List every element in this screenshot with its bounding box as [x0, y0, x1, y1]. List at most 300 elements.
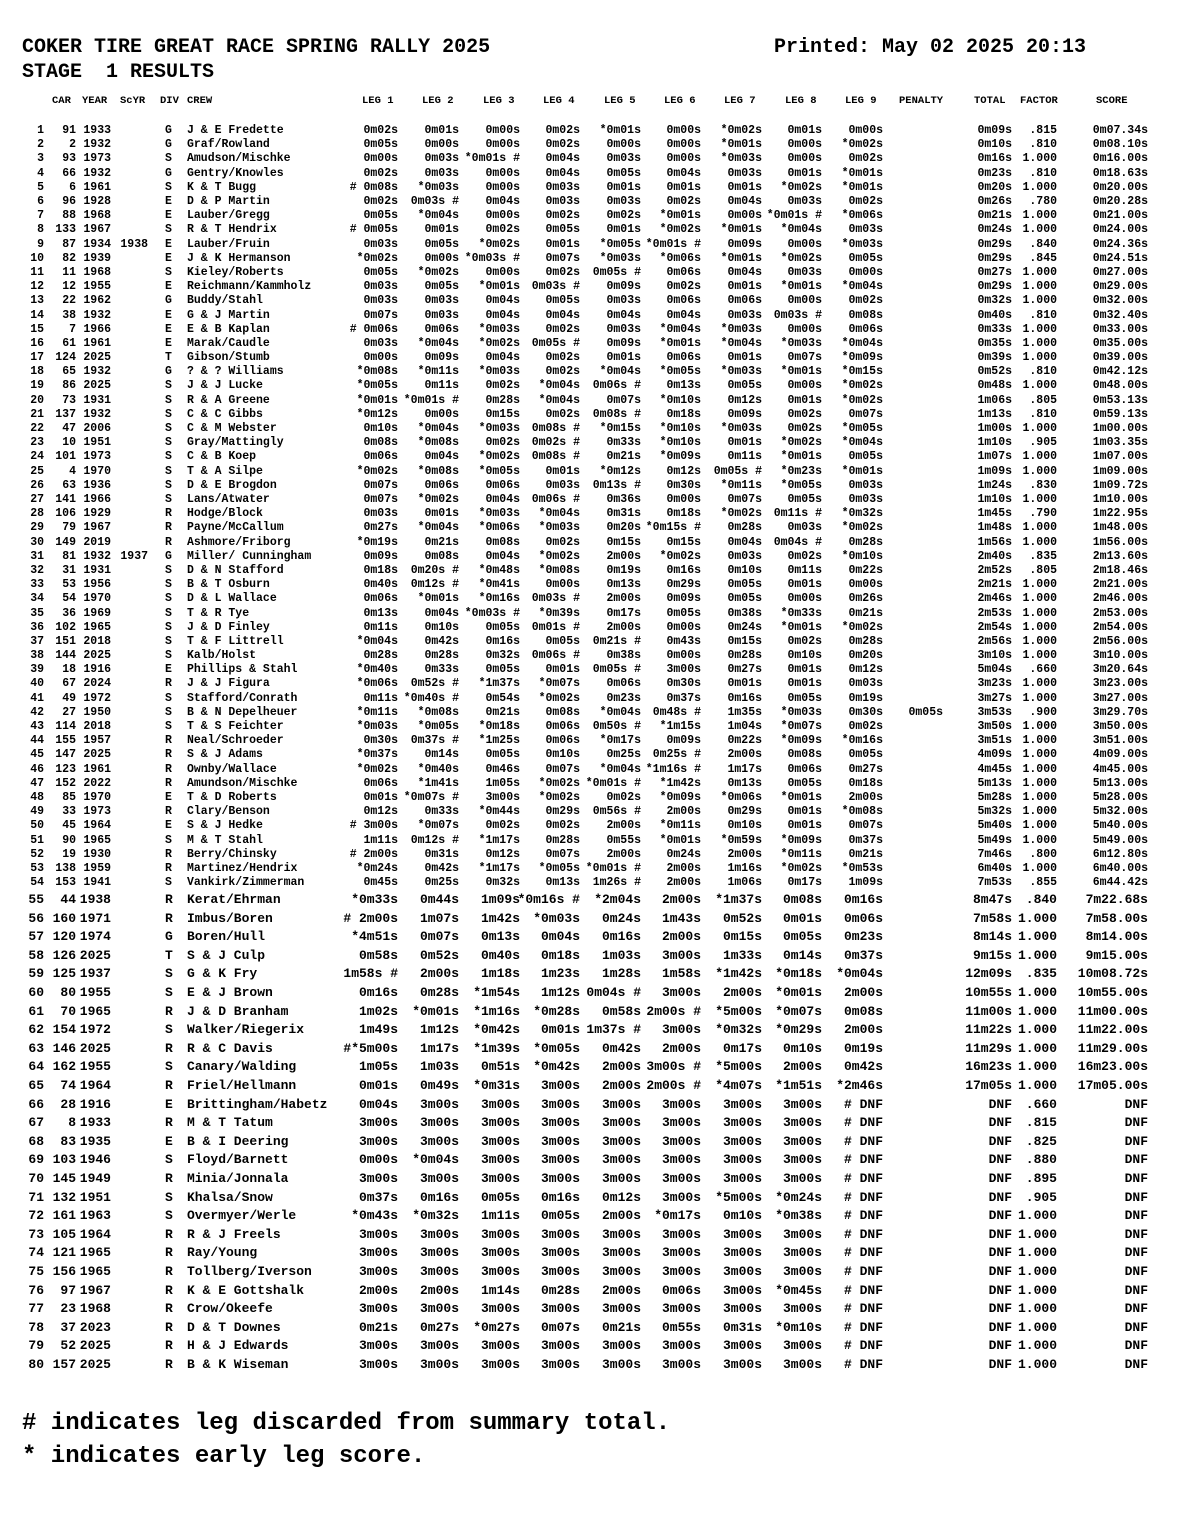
cell-leg-9: 0m19s: [848, 691, 883, 705]
cell-place: 9: [37, 237, 44, 251]
cell-leg-5: 0m50s #: [592, 720, 641, 733]
cell-total: 0m35s: [977, 336, 1012, 350]
table-row: [0, 1208, 1183, 1222]
cell-div: S: [165, 379, 172, 393]
cell-year: 1972: [79, 1022, 111, 1038]
cell-leg-5: 3m00s: [601, 1171, 641, 1186]
cell-leg-3: 0m06s: [485, 478, 520, 492]
cell-leg-7: 0m10s: [727, 819, 762, 833]
cell-leg-2: 3m00s: [419, 1115, 459, 1131]
cell-total: 4m09s: [977, 748, 1012, 762]
cell-crew: B & T Osburn: [187, 578, 270, 592]
cell-div: R: [165, 677, 172, 691]
cell-leg-5: 0m24s: [601, 910, 641, 926]
cell-leg-6: 2m00s #: [646, 1003, 701, 1019]
cell-div: S: [165, 407, 172, 421]
column-header-leg-6: LEG 6: [664, 95, 696, 107]
cell-leg-3: 0m21s: [485, 705, 520, 719]
cell-year: 1965: [83, 620, 111, 634]
cell-leg-3: *1m25s: [478, 734, 520, 748]
cell-leg-6: 0m05s: [666, 606, 701, 620]
column-header-leg-1: LEG 1: [362, 95, 394, 107]
cell-year: 2025: [79, 947, 111, 963]
cell-score: 0m33.00s: [1092, 322, 1148, 336]
cell-place: 18: [30, 365, 44, 379]
cell-leg-1: 0m58s: [358, 947, 398, 963]
cell-total: 1m06s: [977, 393, 1012, 407]
cell-place: 5: [37, 180, 44, 194]
cell-factor: 1.000: [1022, 223, 1057, 237]
cell-year: 2025: [83, 379, 111, 393]
cell-leg-3: *0m31s: [473, 1078, 520, 1093]
cell-leg-9: *0m04s: [841, 436, 883, 450]
cell-factor: 1.000: [1017, 1282, 1057, 1298]
cell-leg-4: 0m06s #: [531, 649, 580, 662]
cell-leg-6: *0m10s: [659, 393, 701, 407]
cell-year: 1935: [79, 1133, 111, 1149]
cell-div: E: [165, 322, 172, 336]
cell-div: S: [165, 634, 172, 648]
table-row: [0, 1097, 1183, 1111]
cell-leg-1: *0m40s: [356, 663, 398, 677]
cell-factor: 1.000: [1022, 649, 1057, 662]
cell-leg-5: 0m02s: [606, 209, 641, 223]
cell-score: 0m32.00s: [1092, 294, 1148, 308]
cell-year: 1939: [83, 251, 111, 265]
cell-div: S: [165, 691, 172, 705]
cell-leg-8: *0m01s: [780, 620, 822, 634]
cell-place: 57: [28, 929, 44, 945]
cell-car: 91: [62, 124, 76, 137]
cell-year: 2018: [83, 720, 111, 733]
cell-total: 0m23s: [977, 166, 1012, 180]
column-header-scyr: ScYR: [120, 95, 146, 107]
cell-total: 5m49s: [977, 833, 1012, 847]
cell-leg-7: *0m03s: [720, 152, 762, 166]
cell-leg-6: *0m02s: [659, 223, 701, 237]
cell-score: 10m55.00s: [1077, 985, 1148, 1000]
cell-leg-9: *0m04s: [841, 336, 883, 350]
cell-factor: 1.000: [1022, 450, 1057, 464]
cell-leg-6: *0m01s: [659, 833, 701, 847]
cell-score: 11m00.00s: [1077, 1003, 1148, 1019]
cell-div: R: [165, 1226, 173, 1242]
cell-leg-4: 0m16s: [540, 1189, 580, 1205]
column-header-leg-4: LEG 4: [543, 95, 575, 107]
cell-year: 1955: [79, 985, 111, 1000]
cell-leg-2: 3m00s: [419, 1133, 459, 1149]
cell-leg-1: *0m01s: [356, 393, 398, 407]
cell-div: G: [165, 365, 172, 379]
cell-car: 79: [62, 521, 76, 535]
table-row: [0, 592, 1183, 606]
cell-leg-4: 0m18s: [540, 947, 580, 963]
cell-leg-9: 0m02s: [848, 294, 883, 308]
cell-score: DNF: [1124, 1133, 1148, 1149]
cell-crew: J & D Finley: [187, 620, 270, 634]
cell-year: 1932: [83, 407, 111, 421]
cell-factor: .660: [1025, 1096, 1057, 1112]
cell-leg-1: *0m11s: [356, 705, 398, 719]
cell-leg-7: 1m04s: [727, 720, 762, 733]
cell-car: 102: [55, 620, 76, 634]
cell-year: 1955: [83, 280, 111, 294]
cell-car: 44: [60, 892, 76, 907]
table-row: [0, 763, 1183, 777]
cell-leg-5: 2m00s: [606, 847, 641, 861]
table-row: [0, 1320, 1183, 1334]
cell-leg-1: 1m02s: [358, 1003, 398, 1019]
cell-total: DNF: [988, 1171, 1012, 1186]
cell-year: 1931: [83, 393, 111, 407]
cell-leg-9: *0m15s: [841, 365, 883, 379]
cell-leg-2: *0m08s: [417, 705, 459, 719]
cell-div: S: [165, 464, 172, 478]
cell-factor: .830: [1029, 478, 1057, 492]
cell-leg-8: 0m02s: [787, 634, 822, 648]
cell-total: 8m14s: [972, 929, 1012, 945]
cell-leg-5: 0m01s: [606, 351, 641, 364]
cell-leg-6: *0m10s: [659, 436, 701, 450]
cell-factor: 1.000: [1017, 1264, 1057, 1279]
cell-leg-5: 0m21s: [606, 450, 641, 464]
cell-place: 64: [28, 1059, 44, 1075]
cell-car: 81: [62, 549, 76, 563]
cell-div: R: [165, 734, 172, 748]
cell-leg-7: 0m27s: [727, 663, 762, 677]
cell-leg-7: 3m00s: [722, 1264, 762, 1279]
cell-score: 0m07.34s: [1092, 124, 1148, 137]
cell-leg-3: *1m39s: [473, 1040, 520, 1056]
cell-leg-8: 3m00s: [782, 1264, 822, 1279]
cell-leg-1: 0m07s: [363, 308, 398, 322]
cell-car: 144: [55, 649, 76, 662]
cell-place: 71: [28, 1189, 44, 1205]
cell-leg-9: # DNF: [843, 1189, 883, 1205]
cell-place: 44: [30, 734, 44, 748]
cell-place: 32: [30, 563, 44, 577]
cell-leg-7: 0m04s: [727, 265, 762, 279]
cell-place: 38: [30, 649, 44, 662]
cell-place: 11: [30, 265, 44, 279]
cell-leg-5: 0m01s: [606, 223, 641, 237]
cell-div: R: [165, 1171, 173, 1186]
cell-year: 2023: [79, 1319, 111, 1335]
cell-leg-9: 0m26s: [848, 592, 883, 606]
cell-car: 147: [55, 748, 76, 762]
cell-leg-5: 0m25s: [606, 748, 641, 762]
cell-score: 0m42.12s: [1092, 365, 1148, 379]
cell-car: 86: [62, 379, 76, 393]
cell-leg-8: 0m00s: [787, 294, 822, 308]
column-header-car: CAR: [52, 95, 71, 107]
cell-place: 16: [30, 336, 44, 350]
cell-crew: Lans/Atwater: [187, 492, 270, 506]
cell-leg-4: 0m03s #: [531, 280, 580, 294]
column-header-penalty: PENALTY: [899, 95, 944, 107]
cell-leg-5: 0m38s: [606, 649, 641, 662]
report-title: COKER TIRE GREAT RACE SPRING RALLY 2025: [22, 36, 491, 59]
cell-total: 3m53s: [977, 705, 1012, 719]
cell-score: 16m23.00s: [1077, 1059, 1148, 1075]
cell-crew: Reichmann/Kammholz: [187, 280, 312, 294]
cell-place: 4: [37, 166, 44, 180]
cell-car: 28: [60, 1096, 76, 1112]
cell-leg-8: 0m02s: [787, 549, 822, 563]
cell-leg-9: 0m02s: [848, 720, 883, 733]
cell-leg-9: # DNF: [843, 1282, 883, 1298]
cell-leg-3: 1m09s: [480, 892, 520, 907]
cell-score: 2m21.00s: [1092, 578, 1148, 592]
cell-factor: 1.000: [1022, 748, 1057, 762]
cell-score: 7m58.00s: [1085, 910, 1148, 926]
cell-leg-6: *0m09s: [659, 450, 701, 464]
cell-crew: D & E Brogdon: [187, 478, 277, 492]
cell-leg-3: *0m01s: [478, 280, 520, 294]
cell-leg-3: 0m04s: [485, 549, 520, 563]
cell-leg-4: 0m05s: [545, 294, 580, 308]
cell-total: 0m52s: [977, 365, 1012, 379]
stage-subtitle: STAGE 1 RESULTS: [22, 61, 215, 84]
cell-year: 1964: [79, 1078, 111, 1093]
cell-car: 4: [69, 464, 76, 478]
cell-total: 12m09s: [965, 966, 1012, 982]
cell-year: 1932: [83, 166, 111, 180]
cell-total: 1m45s: [977, 507, 1012, 521]
cell-div: S: [165, 223, 172, 237]
cell-div: S: [165, 1022, 173, 1038]
cell-score: 3m23.00s: [1092, 677, 1148, 691]
cell-leg-5: 0m03s: [606, 322, 641, 336]
cell-total: 11m29s: [965, 1040, 1012, 1056]
table-row: [0, 734, 1183, 748]
cell-leg-8: 3m00s: [782, 1096, 822, 1112]
cell-factor: .895: [1025, 1171, 1057, 1186]
cell-leg-8: 0m04s #: [773, 535, 822, 549]
cell-leg-2: 1m12s: [419, 1022, 459, 1038]
cell-leg-6: 0m30s: [666, 478, 701, 492]
cell-leg-2: 0m04s: [424, 606, 459, 620]
cell-factor: 1.000: [1022, 521, 1057, 535]
cell-score: 4m45.00s: [1092, 762, 1148, 776]
cell-leg-2: *0m04s: [417, 336, 459, 350]
cell-crew: H & J Edwards: [187, 1338, 289, 1354]
footnote-early: * indicates early leg score.: [22, 1443, 426, 1470]
table-row: [0, 1338, 1183, 1352]
cell-leg-9: *0m02s: [841, 379, 883, 393]
cell-leg-5: 0m05s #: [592, 663, 641, 677]
cell-crew: C & M Webster: [187, 422, 277, 435]
cell-leg-5: 0m15s: [606, 535, 641, 549]
cell-div: R: [165, 861, 172, 875]
cell-leg-8: 0m05s: [787, 492, 822, 506]
cell-leg-1: 0m27s: [363, 521, 398, 535]
cell-div: T: [165, 947, 173, 963]
cell-year: 1941: [83, 876, 111, 890]
cell-leg-3: 0m15s: [485, 407, 520, 421]
cell-crew: Miller/ Cunningham: [187, 549, 312, 563]
cell-leg-9: 0m08s: [848, 308, 883, 322]
cell-score: 5m13.00s: [1092, 776, 1148, 790]
cell-crew: S & J Hedke: [187, 819, 263, 833]
cell-year: 1933: [83, 124, 111, 137]
cell-leg-7: 3m00s: [722, 1245, 762, 1261]
cell-div: R: [165, 535, 172, 549]
cell-leg-3: *0m05s: [478, 464, 520, 478]
cell-leg-6: 0m00s: [666, 138, 701, 152]
cell-total: 0m32s: [977, 294, 1012, 308]
cell-leg-7: 0m03s: [727, 308, 762, 322]
cell-leg-8: 3m00s: [782, 1152, 822, 1168]
cell-place: 20: [30, 393, 44, 407]
cell-factor: 1.000: [1022, 833, 1057, 847]
cell-place: 13: [30, 294, 44, 308]
cell-leg-6: 0m12s: [666, 464, 701, 478]
cell-crew: Ray/Young: [187, 1245, 258, 1261]
cell-leg-9: 0m37s: [848, 833, 883, 847]
table-row: [0, 1041, 1183, 1055]
cell-total: 5m32s: [977, 805, 1012, 819]
cell-leg-3: *0m03s: [478, 507, 520, 521]
cell-crew: T & A Silpe: [187, 464, 263, 478]
table-row: [0, 621, 1183, 635]
cell-leg-2: *0m40s: [417, 762, 459, 776]
cell-crew: Tollberg/Iverson: [187, 1264, 312, 1279]
cell-leg-5: 0m08s #: [592, 407, 641, 421]
table-row: [0, 294, 1183, 308]
column-header-leg-5: LEG 5: [604, 95, 636, 107]
cell-leg-8: *0m09s: [780, 734, 822, 748]
cell-leg-4: 0m02s: [545, 124, 580, 137]
cell-leg-3: 1m18s: [480, 966, 520, 982]
cell-leg-7: 0m24s: [727, 620, 762, 634]
cell-leg-4: 0m29s: [545, 805, 580, 819]
cell-div: E: [165, 1133, 173, 1149]
cell-leg-1: 1m05s: [358, 1059, 398, 1075]
cell-total: 0m40s: [977, 308, 1012, 322]
cell-leg-2: *0m04s: [417, 422, 459, 435]
cell-score: 3m20.64s: [1092, 663, 1148, 677]
cell-leg-2: 0m06s: [424, 478, 459, 492]
table-row: [0, 465, 1183, 479]
cell-place: 6: [37, 194, 44, 208]
cell-leg-1: 3m00s: [358, 1264, 398, 1279]
cell-year: 1929: [83, 507, 111, 521]
table-row: [0, 479, 1183, 493]
cell-total: DNF: [988, 1301, 1012, 1317]
cell-factor: 1.000: [1017, 910, 1057, 926]
printed-timestamp: Printed: May 02 2025 20:13: [774, 36, 1087, 59]
cell-leg-9: *0m01s: [841, 166, 883, 180]
cell-leg-3: 0m04s: [485, 492, 520, 506]
cell-leg-8: *0m09s: [780, 833, 822, 847]
cell-leg-4: *0m42s: [533, 1059, 580, 1075]
cell-leg-9: # DNF: [843, 1208, 883, 1224]
cell-car: 114: [55, 720, 76, 733]
cell-leg-8: 0m03s: [787, 194, 822, 208]
cell-place: 78: [28, 1319, 44, 1335]
cell-total: DNF: [988, 1357, 1012, 1372]
cell-total: 1m10s: [977, 436, 1012, 450]
cell-leg-4: 0m02s: [545, 138, 580, 152]
cell-leg-7: 0m01s: [727, 351, 762, 364]
cell-car: 49: [62, 691, 76, 705]
cell-total: 1m56s: [977, 535, 1012, 549]
cell-div: R: [165, 762, 172, 776]
cell-leg-2: 0m42s: [424, 634, 459, 648]
cell-factor: 1.000: [1017, 1003, 1057, 1019]
cell-leg-1: 0m18s: [363, 563, 398, 577]
cell-leg-8: 2m00s: [782, 1059, 822, 1075]
cell-leg-4: 0m03s: [545, 194, 580, 208]
cell-car: 146: [52, 1040, 76, 1056]
cell-leg-9: # DNF: [843, 1338, 883, 1354]
cell-total: 2m46s: [977, 592, 1012, 606]
cell-car: 145: [52, 1171, 76, 1186]
cell-leg-2: 0m49s: [419, 1078, 459, 1093]
cell-year: 1916: [83, 663, 111, 677]
cell-place: 77: [28, 1301, 44, 1317]
cell-year: 1971: [79, 910, 111, 926]
cell-score: 0m20.28s: [1092, 194, 1148, 208]
cell-crew: Floyd/Barnett: [187, 1152, 289, 1168]
cell-leg-2: 3m00s: [419, 1301, 459, 1317]
cell-leg-7: 0m04s: [727, 535, 762, 549]
cell-leg-8: 3m00s: [782, 1245, 822, 1261]
cell-leg-9: # DNF: [843, 1357, 883, 1372]
cell-leg-4: 0m04s: [545, 166, 580, 180]
cell-div: E: [165, 1096, 173, 1112]
cell-leg-6: *1m15s: [659, 720, 701, 733]
cell-div: S: [165, 1059, 173, 1075]
cell-factor: 1.000: [1017, 947, 1057, 963]
cell-leg-7: 2m00s: [727, 847, 762, 861]
cell-leg-4: 0m05s: [545, 223, 580, 237]
cell-leg-8: 0m03s: [787, 265, 822, 279]
cell-place: 30: [30, 535, 44, 549]
cell-div: S: [165, 1189, 173, 1205]
cell-leg-6: 2m00s: [666, 861, 701, 875]
cell-crew: T & R Tye: [187, 606, 250, 620]
cell-leg-3: 0m02s: [485, 436, 520, 450]
cell-leg-7: 0m06s: [727, 294, 762, 308]
cell-crew: Hodge/Block: [187, 507, 263, 521]
cell-crew: D & L Wallace: [187, 592, 277, 606]
cell-leg-2: 0m04s: [424, 450, 459, 464]
cell-place: 22: [30, 422, 44, 435]
cell-leg-5: 0m20s: [606, 521, 641, 535]
cell-year: 1974: [79, 929, 111, 945]
cell-leg-7: 3m00s: [722, 1171, 762, 1186]
cell-div: S: [165, 606, 172, 620]
cell-leg-6: *0m10s: [659, 422, 701, 435]
cell-place: 21: [30, 407, 44, 421]
cell-leg-1: 0m07s: [363, 492, 398, 506]
cell-score: 11m29.00s: [1077, 1040, 1148, 1056]
cell-leg-5: *0m04s: [599, 762, 641, 776]
cell-car: 85: [62, 790, 76, 804]
cell-leg-7: 0m04s: [727, 194, 762, 208]
cell-place: 51: [30, 833, 44, 847]
cell-leg-6: *0m04s: [659, 322, 701, 336]
table-row: [0, 607, 1183, 621]
cell-crew: J & J Figura: [187, 677, 270, 691]
cell-place: 53: [30, 861, 44, 875]
cell-total: 0m29s: [977, 237, 1012, 251]
cell-leg-2: 1m17s: [419, 1040, 459, 1056]
cell-leg-2: 0m25s: [424, 876, 459, 890]
cell-total: DNF: [988, 1208, 1012, 1224]
